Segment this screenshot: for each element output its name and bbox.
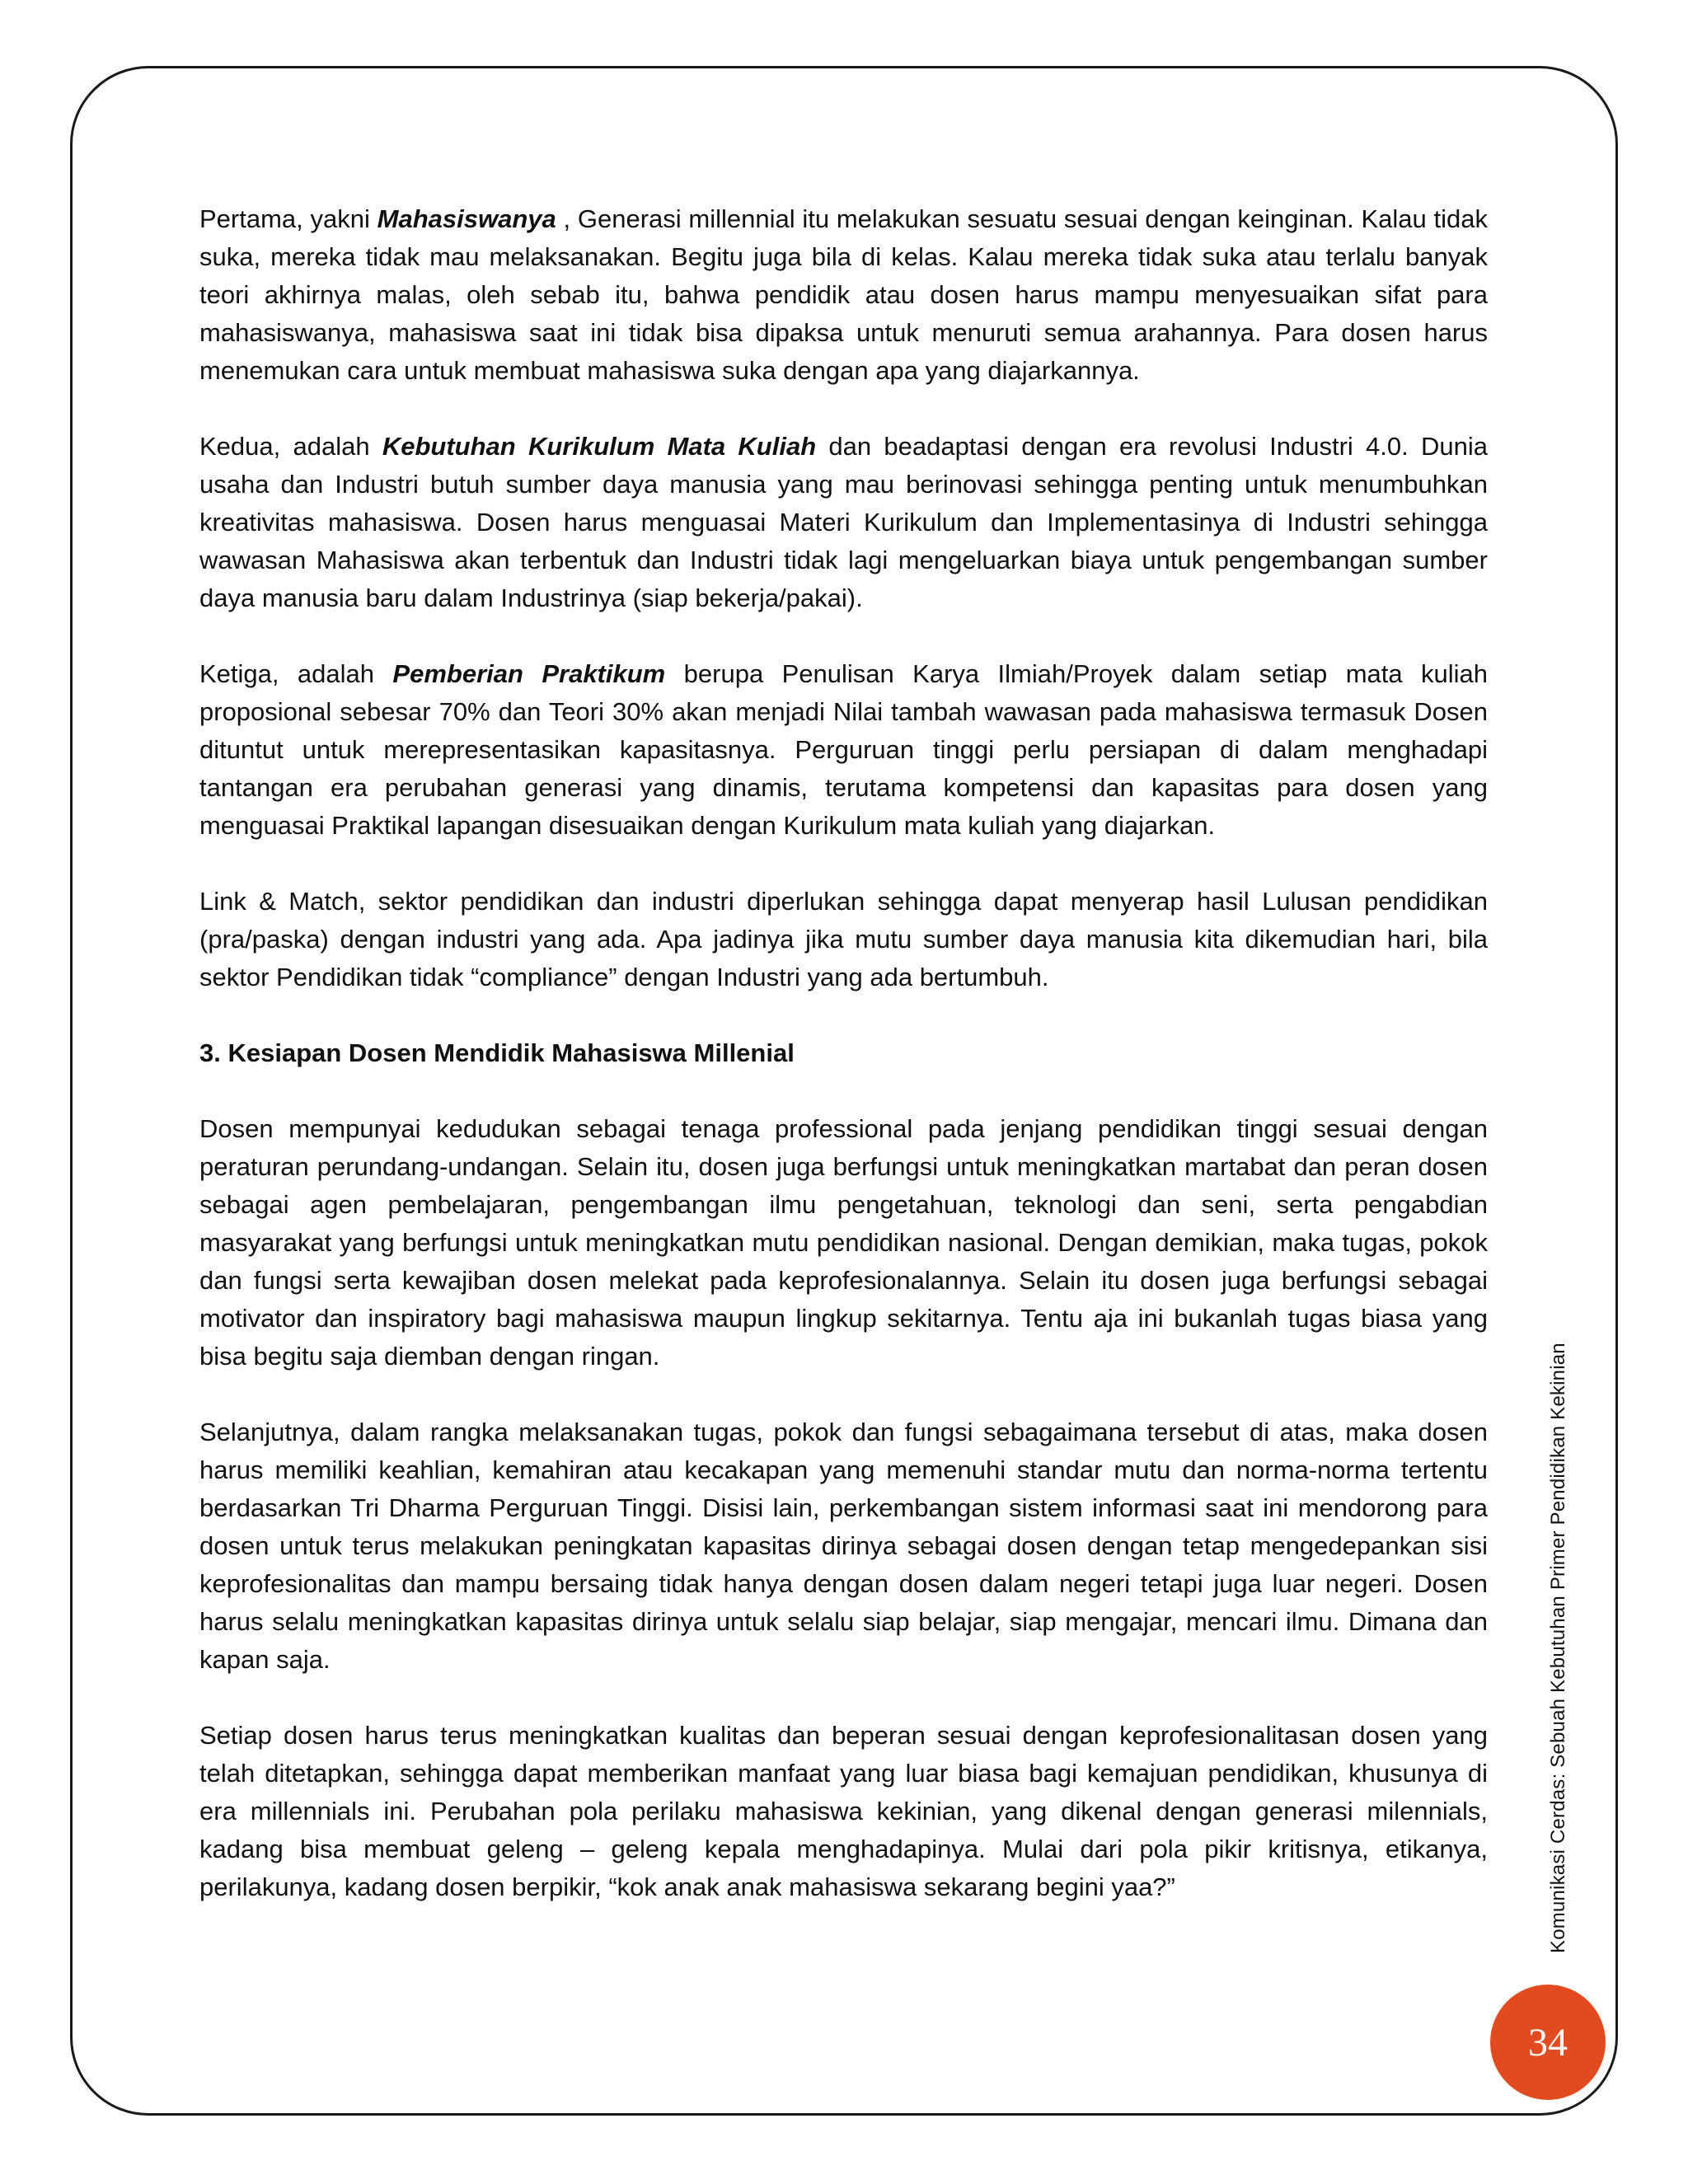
paragraph-dosen-keahlian: Selanjutnya, dalam rangka melaksanakan tugas, pokok dan fungsi sebagaimana tersebut di atas, maka dosen harus memiliki keahlian, kemahiran atau kecakapan yang memenuhi standar mutu dan norma-norma tertentu berdasarkan Tri Dharma Perguruan Tinggi. Disisi lain, perkembangan sistem informasi saat ini mendorong para dosen untuk terus melakukan peningkatan kapasitas dirinya sebagai dosen dengan tetap mengedepankan sisi keprofesionalitas dan mampu bersaing tidak hanya dengan dosen dalam negeri tetapi juga luar negeri. Dosen harus selalu meningkatkan kapasitas dirinya untuk selalu siap belajar, siap mengajar, mencari ilmu. Dimana dan kapan saja. (199, 1418, 1488, 1674)
sidebar-book-title: Komunikasi Cerdas: Sebuah Kebutuhan Primer Pendidikan Kekinian (1547, 1343, 1569, 1953)
emphasis-mahasiswanya: Mahasiswanya (377, 204, 556, 233)
page-number-badge: 34 (1490, 1985, 1606, 2100)
emphasis-kurikulum: Kebutuhan Kurikulum Mata Kuliah (382, 432, 817, 461)
paragraph-praktikum: Ketiga, adalah Pemberian Praktikum berupa Penulisan Karya Ilmiah/Proyek dalam setiap mata kuliah proposional sebesar 70% dan Teori 30% akan menjadi Nilai tambah wawasan pada mahasiswa termasuk Dosen dituntut untuk merepresentasikan kapasitasnya. Perguruan tinggi perlu persiapan di dalam menghadapi tantangan era perubahan generasi yang dinamis, terutama kompetensi dan kapasitas para dosen yang menguasai Praktikal lapangan disesuaikan dengan Kurikulum mata kuliah yang diajarkan. (199, 659, 1489, 840)
emphasis-praktikum: Pemberian Praktikum (392, 659, 666, 688)
section-heading: 3. Kesiapan Dosen Mendidik Mahasiswa Millenial (199, 1038, 795, 1067)
page-body (199, 200, 1488, 1944)
paragraph-link-match: Link & Match, sektor pendidikan dan industri diperlukan sehingga dapat menyerap hasil Lulusan pendidikan (pra/paska) dengan industri yang ada. Apa jadinya jika mutu sumber daya manusia kita dikemudian hari, bila sektor Pendidikan tidak “compliance” dengan Industri yang ada bertumbuh. (199, 887, 1488, 991)
paragraph-mahasiswa: Pertama, yakni Mahasiswanya , Generasi millennial itu melakukan sesuatu sesuai dengan keinginan. Kalau tidak suka, mereka tidak mau melaksanakan. Begitu juga bila di kelas. Kalau mereka tidak suka atau terlalu banyak teori akhirnya malas, oleh sebab itu, bahwa pendidik atau dosen harus mampu menyesuaikan sifat para mahasiswanya, mahasiswa saat ini tidak bisa dipaksa untuk menuruti semua arahannya. Para dosen harus menemukan cara untuk membuat mahasiswa suka dengan apa yang diajarkannya. (199, 204, 1488, 385)
paragraph-dosen-kualitas: Setiap dosen harus terus meningkatkan kualitas dan beperan sesuai dengan keprofesionalitasan dosen yang telah ditetapkan, sehingga dapat memberikan manfaat yang luar biasa bagi kemajuan pendidikan, khusunya di era millennials ini. Perubahan pola perilaku mahasiswa kekinian, yang dikenal dengan generasi milennials, kadang bisa membuat geleng – geleng kepala menghadapinya. Mulai dari pola pikir kritisnya, etikanya, perilakunya, kadang dosen berpikir, “kok anak anak mahasiswa sekarang begini yaa?” (199, 1721, 1488, 1901)
paragraph-kurikulum: Kedua, adalah Kebutuhan Kurikulum Mata Kuliah dan beadaptasi dengan era revolusi Industri 4.0. Dunia usaha dan Industri butuh sumber daya manusia yang mau berinovasi sehingga penting untuk menumbuhkan kreativitas mahasiswa. Dosen harus menguasai Materi Kurikulum dan Implementasinya di Industri sehingga wawasan Mahasiswa akan terbentuk dan Industri tidak lagi mengeluarkan biaya untuk pengembangan sumber daya manusia baru dalam Industrinya (siap bekerja/pakai). (199, 432, 1488, 612)
paragraph-dosen-kedudukan: Dosen mempunyai kedudukan sebagai tenaga professional pada jenjang pendidikan tinggi sesuai dengan peraturan perundang-undangan. Selain itu, dosen juga berfungsi untuk meningkatkan martabat dan peran dosen sebagai agen pembelajaran, pengembangan ilmu pengetahuan, teknologi dan seni, serta pengabdian masyarakat yang berfungsi untuk meningkatkan mutu pendidikan nasional. Dengan demikian, maka tugas, pokok dan fungsi serta kewajiban dosen melekat pada keprofesionalannya. Selain itu dosen juga berfungsi sebagai motivator dan inspiratory bagi mahasiswa maupun lingkup sekitarnya. Tentu aja ini bukanlah tugas biasa yang bisa begitu saja diemban dengan ringan. (199, 1114, 1488, 1371)
